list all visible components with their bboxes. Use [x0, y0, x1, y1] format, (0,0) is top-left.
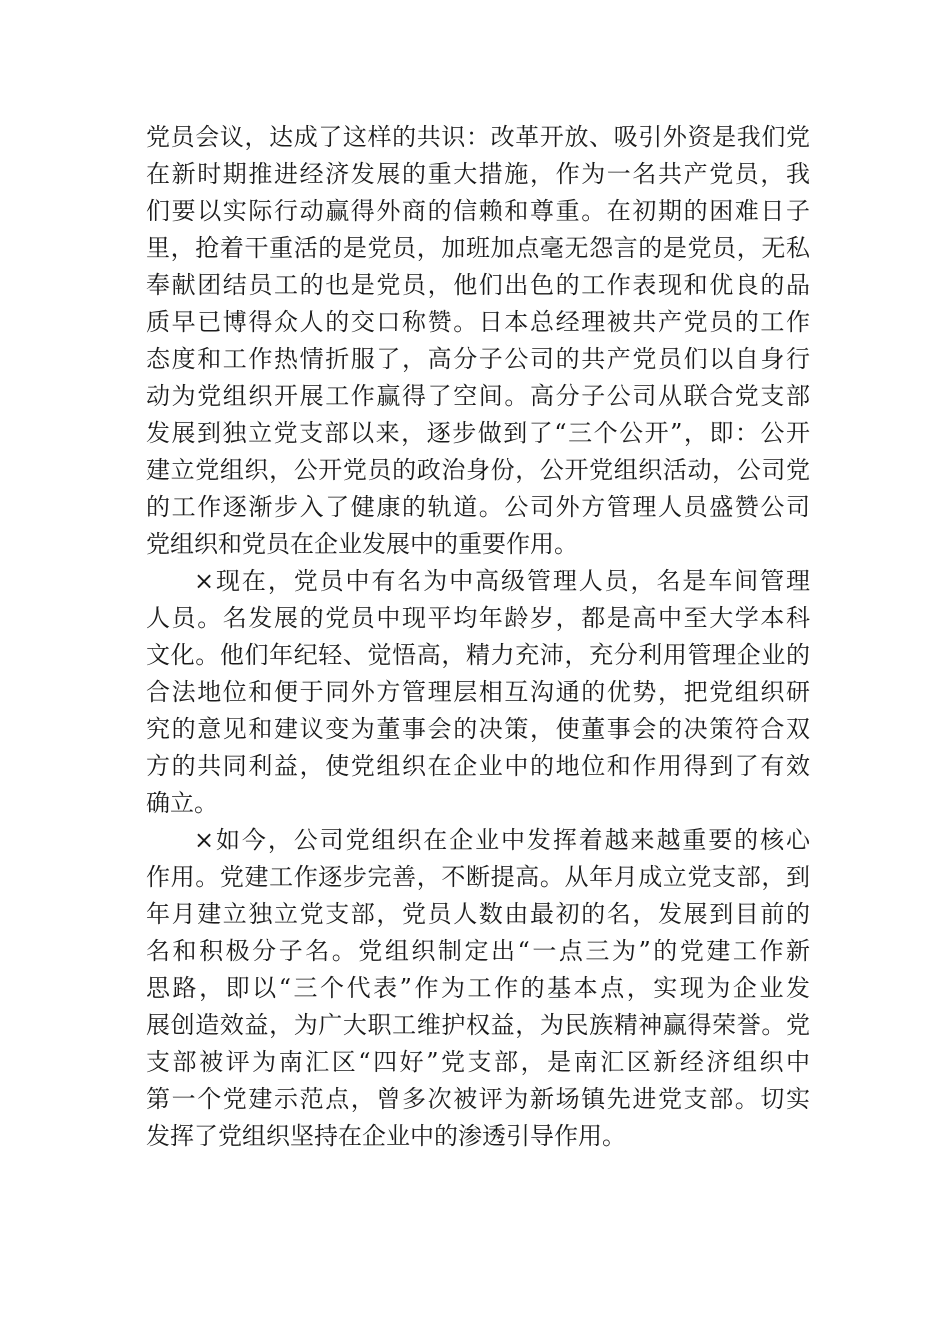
paragraph-3	[146, 822, 810, 1155]
text-line: 方的共同利益，使党组织在企业中的地位和作用得到了有效	[146, 752, 810, 780]
text-line: 们要以实际行动赢得外商的信赖和尊重。在初期的困难日子	[146, 197, 810, 225]
text-line: ×现在，党员中有名为中高级管理人员，名是车间管理	[194, 567, 810, 595]
text-line: 第一个党建示范点，曾多次被评为新场镇先进党支部。切实	[146, 1085, 810, 1113]
text-line: 确立。	[146, 789, 218, 817]
text-line: 奉献团结员工的也是党员，他们出色的工作表现和优良的品	[146, 271, 810, 299]
text-line: 里，抢着干重活的是党员，加班加点毫无怨言的是党员，无私	[146, 234, 810, 262]
text-line: 党组织和党员在企业发展中的重要作用。	[146, 530, 578, 558]
text-line: 作用。党建工作逐步完善，不断提高。从年月成立党支部，到	[146, 863, 810, 891]
text-line: 合法地位和便于同外方管理层相互沟通的优势，把党组织研	[146, 678, 810, 706]
text-line: 思路，即以“三个代表”作为工作的基本点，实现为企业发	[146, 974, 810, 1002]
text-line: 名和积极分子名。党组织制定出“一点三为”的党建工作新	[146, 937, 810, 965]
text-line: 建立党组织，公开党员的政治身份，公开党组织活动，公司党	[146, 456, 810, 484]
text-line: 究的意见和建议变为董事会的决策，使董事会的决策符合双	[146, 715, 810, 743]
text-line: 党员会议，达成了这样的共识：改革开放、吸引外资是我们党	[146, 123, 810, 151]
paragraph-1	[146, 119, 810, 563]
text-line: 发展到独立党支部以来，逐步做到了“三个公开”，即：公开	[146, 419, 810, 447]
text-line: 动为党组织开展工作赢得了空间。高分子公司从联合党支部	[146, 382, 810, 410]
text-line: ×如今，公司党组织在企业中发挥着越来越重要的核心	[194, 826, 810, 854]
text-line: 展创造效益，为广大职工维护权益，为民族精神赢得荣誉。党	[146, 1011, 810, 1039]
text-line: 发挥了党组织坚持在企业中的渗透引导作用。	[146, 1122, 626, 1150]
text-line: 的工作逐渐步入了健康的轨道。公司外方管理人员盛赞公司	[146, 493, 810, 521]
text-line: 态度和工作热情折服了，高分子公司的共产党员们以自身行	[146, 345, 810, 373]
text-line: 文化。他们年纪轻、觉悟高，精力充沛，充分利用管理企业的	[146, 641, 810, 669]
text-line: 人员。名发展的党员中现平均年龄岁，都是高中至大学本科	[146, 604, 810, 632]
paragraph-2	[146, 563, 810, 822]
text-line: 年月建立独立党支部，党员人数由最初的名，发展到目前的	[146, 900, 810, 928]
text-line: 在新时期推进经济发展的重大措施，作为一名共产党员，我	[146, 160, 810, 188]
text-line: 质早已博得众人的交口称赞。日本总经理被共产党员的工作	[146, 308, 810, 336]
document-body	[146, 119, 810, 1155]
text-line: 支部被评为南汇区“四好”党支部，是南汇区新经济组织中	[146, 1048, 810, 1076]
